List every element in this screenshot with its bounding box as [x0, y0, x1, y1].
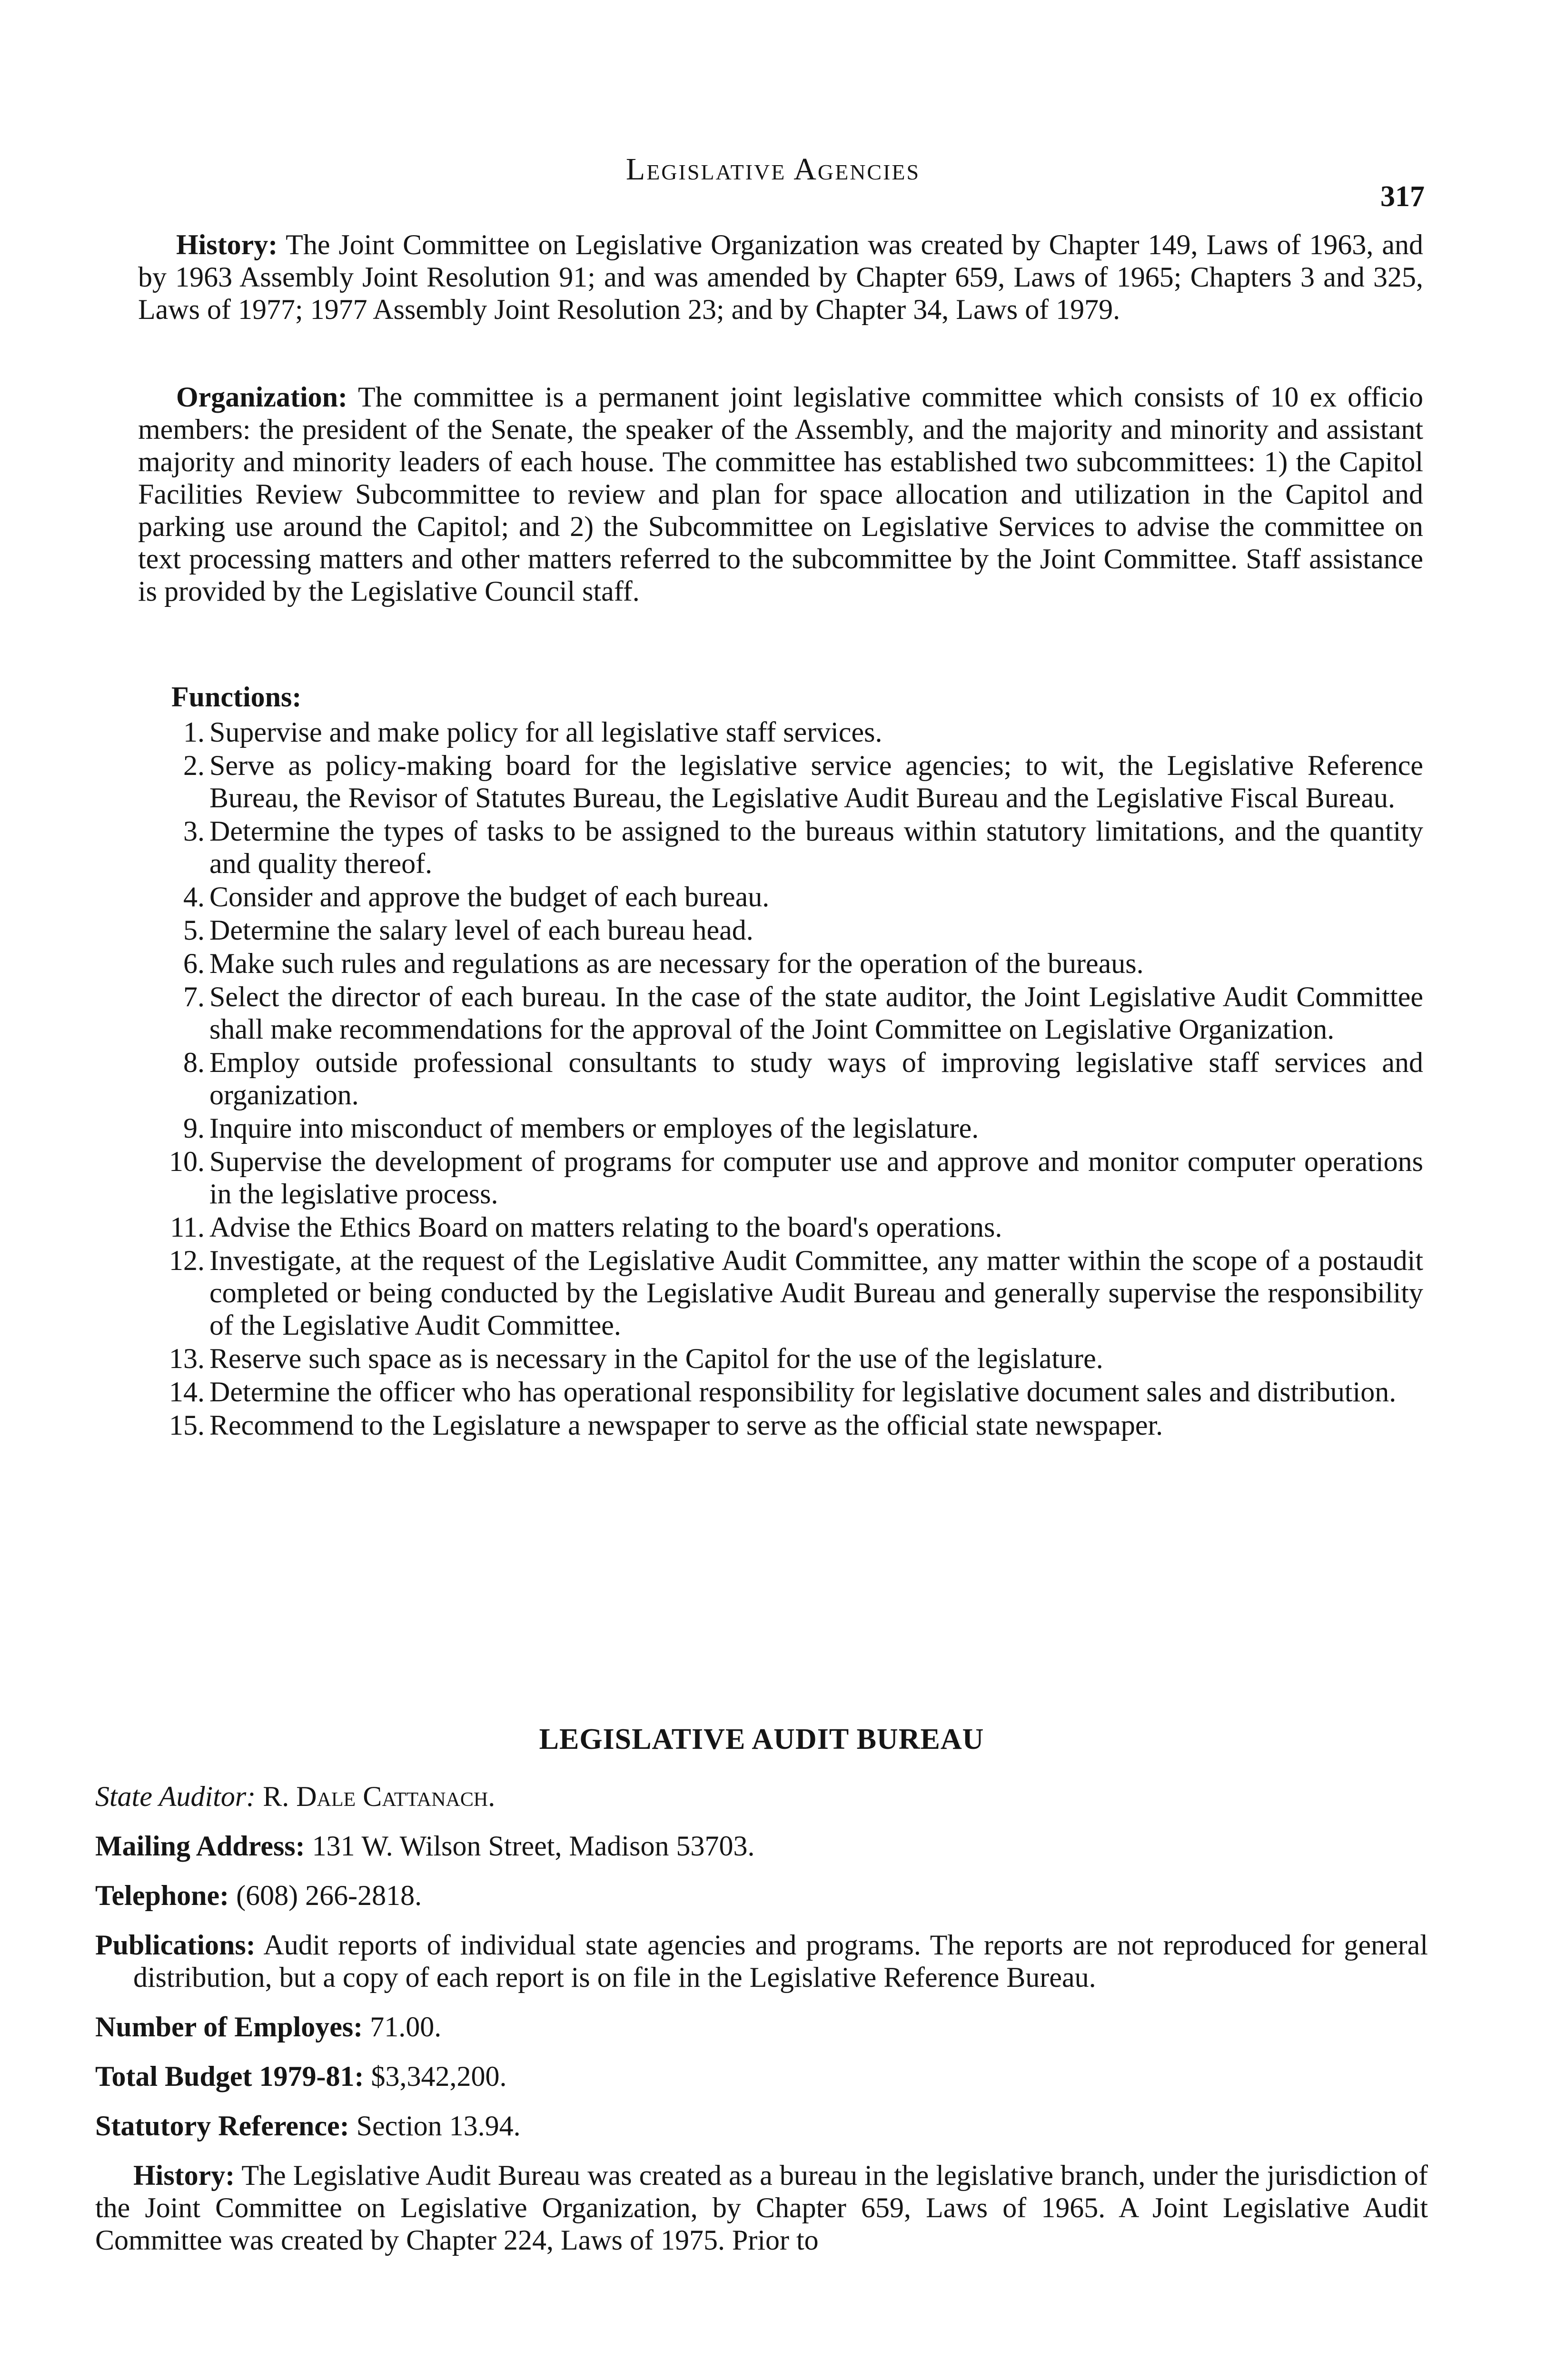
page-number: 317 — [1380, 180, 1425, 213]
mailing-address-label: Mailing Address: — [95, 1830, 305, 1862]
telephone-value: (608) 266-2818. — [236, 1880, 422, 1911]
function-item — [138, 815, 1423, 880]
function-number: 1. — [183, 716, 205, 748]
function-text: Reserve such space as is necessary in the Capitol for the use of the legislature. — [209, 1343, 1103, 1374]
mailing-address-line — [95, 1830, 1428, 1862]
function-number: 10. — [169, 1146, 205, 1177]
function-item — [138, 947, 1423, 980]
function-number: 14. — [169, 1376, 205, 1408]
function-item — [138, 1409, 1423, 1441]
publications-label: Publications: — [95, 1929, 256, 1961]
statutory-reference-line — [95, 2110, 1428, 2142]
function-item — [138, 981, 1423, 1045]
function-text: Advise the Ethics Board on matters relating to the board's operations. — [209, 1211, 1002, 1243]
function-text: Recommend to the Legislature a newspaper to serve as the official state newspaper. — [209, 1409, 1163, 1441]
state-auditor-line — [95, 1780, 1428, 1813]
employees-line — [95, 2011, 1428, 2043]
budget-line — [95, 2060, 1428, 2092]
running-head: Legislative Agencies — [625, 152, 921, 187]
state-auditor-label: State Auditor: — [95, 1781, 256, 1812]
function-number: 13. — [169, 1343, 205, 1374]
mailing-address-value: 131 W. Wilson Street, Madison 53703. — [312, 1830, 755, 1862]
function-text: Select the director of each bureau. In the case of the state auditor, the Joint Legislative Audit Committee shall make recommendations for the approval of the Joint Committee on Legislative Organization. — [209, 981, 1423, 1045]
function-number: 7. — [183, 981, 205, 1012]
function-number: 3. — [183, 815, 205, 847]
function-item — [138, 881, 1423, 913]
function-text: Investigate, at the request of the Legislative Audit Committee, any matter within the scope of a postaudit completed or being conducted by the Legislative Audit Bureau and generally supervise the responsibility of the Legislative Audit Committee. — [209, 1245, 1423, 1341]
function-item — [138, 914, 1423, 946]
history-label: History: — [176, 229, 278, 260]
function-number: 8. — [183, 1047, 205, 1078]
budget-label: Total Budget 1979-81: — [95, 2061, 364, 2092]
history-paragraph — [138, 228, 1423, 326]
function-text: Consider and approve the budget of each bureau. — [209, 881, 770, 912]
statutory-reference-label: Statutory Reference: — [95, 2110, 349, 2142]
functions-heading: Functions: — [171, 681, 302, 713]
organization-section — [138, 381, 1423, 619]
budget-value: $3,342,200. — [371, 2061, 507, 2092]
history-section — [138, 228, 1423, 337]
employees-label: Number of Employes: — [95, 2011, 363, 2043]
function-text: Supervise and make policy for all legislative staff services. — [209, 716, 882, 748]
functions-list — [138, 716, 1423, 1441]
function-number: 11. — [170, 1211, 205, 1243]
publications-value: Audit reports of individual state agencies and programs. The reports are not reproduced for general distribution, but a copy of each report is on file in the Legislative Reference Bureau. — [133, 1929, 1428, 1993]
function-text: Serve as policy-making board for the legislative service agencies; to wit, the Legislative Reference Bureau, the Revisor of Statutes Bureau, the Legislative Audit Bureau and the Legislative Fiscal Bureau. — [209, 750, 1423, 813]
telephone-label: Telephone: — [95, 1880, 229, 1911]
function-item — [138, 749, 1423, 814]
audit-history-text: The Legislative Audit Bureau was created as a bureau in the legislative branch, under the jurisdiction of the Joint Committee on Legislative Organization, by Chapter 659, Laws of 1965. A Joint Legislative Audit Committee was created by Chapter 224, Laws of 1975. Prior to — [95, 2160, 1428, 2256]
organization-text: The committee is a permanent joint legislative committee which consists of 10 ex officio members: the president of the Senate, the speaker of the Assembly, and the majority and minority and assistant majority and minority leaders of each house. The committee has established two subcommittees: 1) the Capitol Facilities Review Subcommittee to review and plan for space allocation and utilization in the Capitol and parking use around the Capitol; and 2) the Subcommittee on Legislative Services to advise the committee on text processing matters and other matters referred to the subcommittee by the Joint Committee. Staff assistance is provided by the Legislative Council staff. — [138, 381, 1424, 607]
function-number: 2. — [183, 750, 205, 781]
function-number: 4. — [183, 881, 205, 912]
function-item — [138, 1244, 1423, 1341]
function-item — [138, 716, 1423, 748]
function-item — [138, 1211, 1423, 1243]
state-auditor-value: R. Dale Cattanach. — [263, 1781, 496, 1812]
audit-history-paragraph — [95, 2159, 1428, 2256]
function-number: 9. — [183, 1112, 205, 1144]
section-title: LEGISLATIVE AUDIT BUREAU — [539, 1723, 984, 1755]
statutory-reference-value: Section 13.94. — [356, 2110, 521, 2142]
audit-bureau-section — [95, 1723, 1428, 2256]
function-number: 6. — [183, 948, 205, 979]
function-text: Determine the officer who has operational responsibility for legislative document sales and distribution. — [209, 1376, 1397, 1408]
function-number: 12. — [169, 1245, 205, 1276]
function-text: Make such rules and regulations as are necessary for the operation of the bureaus. — [209, 948, 1144, 979]
history-text: The Joint Committee on Legislative Organization was created by Chapter 149, Laws of 1963, and by 1963 Assembly Joint Resolution 91; and was amended by Chapter 659, Laws of 1965; Chapters 3 and 325, Laws of 1977; 1977 Assembly Joint Resolution 23; and by Chapter 34, Laws of 1979. — [138, 229, 1423, 325]
function-text: Supervise the development of programs for computer use and approve and monitor computer operations in the legislative process. — [209, 1146, 1423, 1210]
publications-line — [95, 1929, 1428, 1993]
function-text: Employ outside professional consultants to study ways of improving legislative staff services and organization. — [209, 1047, 1423, 1111]
function-text: Inquire into misconduct of members or employes of the legislature. — [209, 1112, 979, 1144]
organization-label: Organization: — [176, 381, 347, 413]
function-text: Determine the types of tasks to be assigned to the bureaus within statutory limitations, and the quantity and quality thereof. — [209, 815, 1423, 879]
function-item — [138, 1342, 1423, 1375]
telephone-line — [95, 1879, 1428, 1912]
function-number: 5. — [183, 914, 205, 946]
function-number: 15. — [169, 1409, 205, 1441]
organization-paragraph — [138, 381, 1423, 607]
employees-value: 71.00. — [370, 2011, 442, 2043]
function-item — [138, 1112, 1423, 1144]
audit-history-label: History: — [133, 2160, 235, 2191]
function-item — [138, 1046, 1423, 1111]
function-item — [138, 1376, 1423, 1408]
function-text: Determine the salary level of each bureau head. — [209, 914, 753, 946]
function-item — [138, 1145, 1423, 1210]
functions-section — [138, 681, 1423, 1442]
